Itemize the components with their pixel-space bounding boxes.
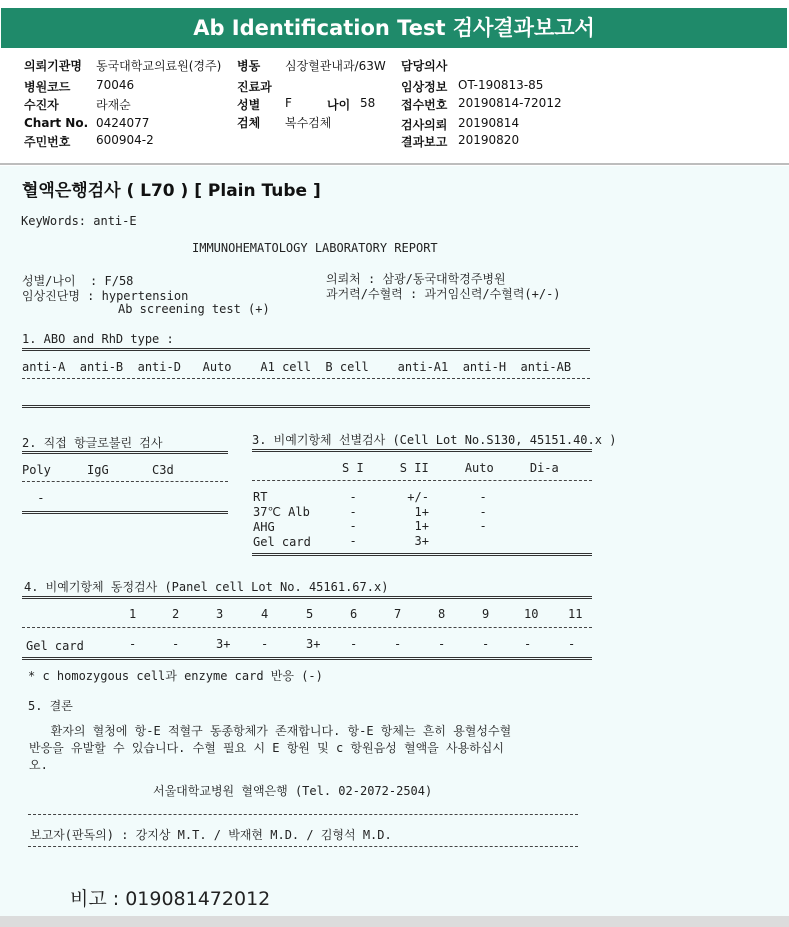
request-date-value: 20190814: [458, 116, 520, 130]
panel-row-label: Gel card: [26, 639, 84, 653]
rule: [252, 480, 592, 481]
dat-title: 2. 직접 항글로불린 검사: [22, 436, 163, 450]
panel-cell-number: 2: [172, 607, 180, 621]
rule: [22, 657, 592, 660]
ward-value: 심장혈관내과/63W: [285, 59, 386, 73]
panel-result: 3+: [306, 637, 321, 651]
conclusion-line: 오.: [29, 758, 48, 772]
panel-result: -: [394, 637, 402, 651]
report-heading: 혈액은행검사 ( L70 ) [ Plain Tube ]: [22, 181, 321, 201]
rule: [22, 405, 590, 408]
sex-value: F: [285, 96, 292, 110]
panel-cell-number: 7: [394, 607, 402, 621]
rule: [22, 348, 590, 351]
conclusion-line: 반응을 유발할 수 있습니다. 수혈 필요 시 E 항원 및 c 항원음성 혈액을 사용하십시: [29, 741, 504, 755]
conclusion-title: 5. 결론: [28, 699, 73, 713]
panel-cell-number: 5: [306, 607, 314, 621]
dat-columns: Poly IgG C3d: [22, 463, 174, 477]
blood-bank-contact: 서울대학교병원 혈액은행 (Tel. 02-2072-2504): [153, 784, 433, 798]
irr-row-values: - 3+: [335, 534, 429, 548]
lab-report-title: IMMUNOHEMATOLOGY LABORATORY REPORT: [192, 241, 438, 255]
abo-columns: anti-A anti-B anti-D Auto A1 cell B cell anti-A1 anti-H anti-AB: [22, 360, 572, 374]
hospital-code-value: 70046: [96, 78, 135, 92]
doctor-label: 담당의사: [401, 59, 448, 73]
irr-row-values: - 1+ -: [335, 519, 487, 533]
irr-row-values: - 1+ -: [335, 505, 487, 519]
panel-cell-number: 1: [129, 607, 137, 621]
hospital-code-label: 병원코드: [24, 80, 71, 94]
panel-result: -: [524, 637, 532, 651]
chart-no-value: 0424077: [96, 116, 150, 130]
specimen-value: 복수검체: [285, 116, 332, 130]
screening-result: Ab screening test (+): [118, 302, 270, 316]
sex-label: 성별: [237, 98, 261, 112]
recipient-label: 수진자: [24, 98, 59, 112]
rule: [22, 481, 228, 482]
rule: [22, 596, 592, 599]
rule: [22, 627, 592, 628]
chart-no-label: Chart No.: [24, 116, 89, 130]
panel-cell-number: 4: [261, 607, 269, 621]
remark: 비고 : 019081472012: [70, 888, 271, 910]
diagnosis: 임상진단명 : hypertension: [22, 289, 189, 303]
ward-label: 병동: [237, 59, 261, 73]
panel-result: -: [261, 637, 269, 651]
conclusion-line: 환자의 혈청에 항-E 적혈구 동종항체가 존재합니다. 항-E 항체는 흔히 용혈성수혈: [29, 724, 512, 738]
dept-label: 진료과: [237, 80, 272, 94]
rule: [28, 814, 578, 815]
panel-cell-number: 3: [216, 607, 224, 621]
reporter: 보고자(판독의) : 강지상 M.T. / 박재현 M.D. / 김형석 M.D.: [30, 828, 392, 842]
rule: [22, 511, 228, 514]
keywords: KeyWords: anti-E: [21, 214, 137, 228]
irr-row-name: AHG: [253, 520, 275, 534]
rule: [22, 451, 228, 454]
header-divider: [0, 163, 789, 165]
panel-cell-number: 6: [350, 607, 358, 621]
irr-row-name: 37℃ Alb: [253, 505, 310, 519]
panel-cell-number: 11: [568, 607, 583, 621]
panel-result: -: [172, 637, 180, 651]
recipient-value: 라재순: [96, 98, 131, 112]
age-label: 나이: [327, 98, 351, 112]
dat-result: -: [30, 491, 45, 505]
irr-row-name: RT: [253, 490, 268, 504]
panel-result: 3+: [216, 637, 231, 651]
referral: 의뢰처 : 삼광/동국대학경주병원: [326, 272, 506, 286]
panel-cell-number: 9: [482, 607, 490, 621]
panel-cell-number: 8: [438, 607, 446, 621]
panel-cell-number: 10: [524, 607, 539, 621]
institution-label: 의뢰기관명: [24, 59, 82, 73]
rule: [22, 378, 590, 379]
rule: [252, 553, 592, 556]
clinical-info-label: 임상정보: [401, 80, 448, 94]
id-no-value: 600904-2: [96, 133, 154, 147]
panel-result: -: [568, 637, 576, 651]
specimen-label: 검체: [237, 116, 261, 130]
rule: [252, 449, 592, 452]
panel-result: -: [482, 637, 490, 651]
irr-columns: S I S II Auto Di-a: [342, 461, 559, 475]
institution-value: 동국대학교의료원(경주): [96, 59, 222, 73]
reception-no-value: 20190814-72012: [458, 96, 562, 110]
age-value: 58: [360, 96, 376, 110]
request-date-label: 검사의뢰: [401, 118, 448, 132]
panel-note: * c homozygous cell과 enzyme card 반응 (-): [28, 669, 323, 683]
clinical-info-value: OT-190813-85: [458, 78, 544, 92]
panel-result: -: [438, 637, 446, 651]
report-date-label: 결과보고: [401, 135, 448, 149]
abo-title: 1. ABO and RhD type :: [22, 332, 174, 346]
id-no-label: 주민번호: [24, 135, 71, 149]
bottom-strip: [0, 916, 789, 927]
report-date-value: 20190820: [458, 133, 520, 147]
panel-result: -: [350, 637, 358, 651]
sex-age: 성별/나이 : F/58: [22, 274, 134, 288]
irr-title: 3. 비예기항체 선별검사 (Cell Lot No.S130, 45151.40.x ): [252, 433, 617, 447]
history: 과거력/수혈력 : 과거임신력/수혈력(+/-): [326, 287, 561, 301]
panel-result: -: [129, 637, 137, 651]
report-title-bar: Ab Identification Test 검사결과보고서: [1, 8, 787, 48]
irr-row-values: - +/- -: [335, 490, 487, 504]
irr-row-name: Gel card: [253, 535, 311, 549]
reception-no-label: 접수번호: [401, 98, 448, 112]
rule: [28, 846, 578, 847]
panel-title: 4. 비예기항체 동정검사 (Panel cell Lot No. 45161.67.x): [24, 580, 389, 594]
